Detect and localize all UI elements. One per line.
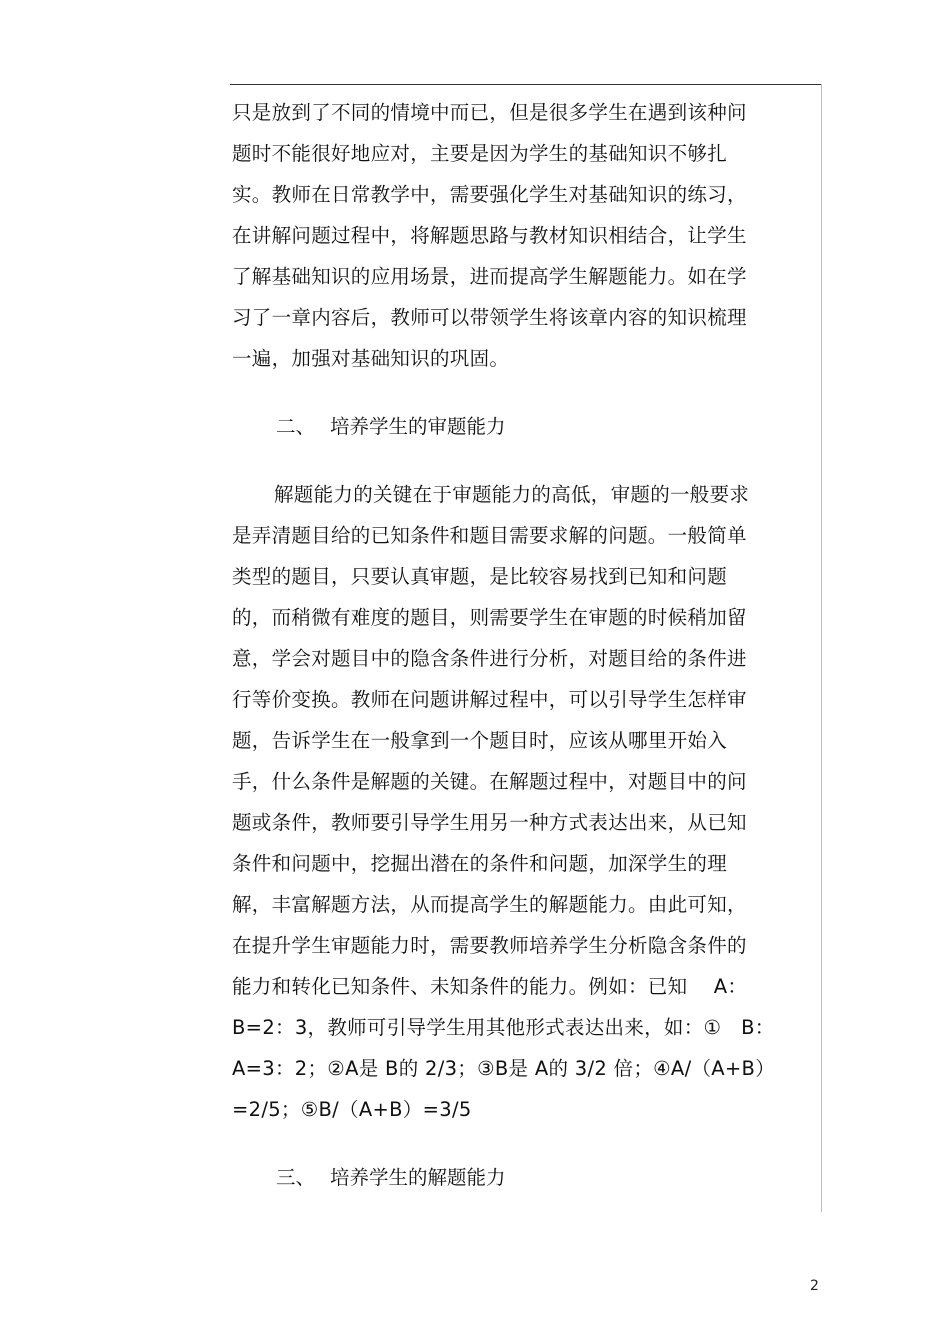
text-line: 题，告诉学生在一般拿到一个题目时，应该从哪里开始入	[232, 729, 728, 752]
header-rule	[230, 84, 822, 85]
text-line: 意，学会对题目中的隐含条件进行分析，对题目给的条件进	[232, 647, 747, 670]
page-body	[232, 92, 775, 1198]
page-number: 2	[810, 1278, 819, 1294]
paragraph-2	[232, 474, 775, 1130]
section-title: 培养学生的审题能力	[330, 415, 506, 438]
section-number: 二、	[276, 415, 316, 438]
text-line: 实。教师在日常教学中，需要强化学生对基础知识的练习，	[232, 183, 747, 206]
text-line: 解题能力的关键在于审题能力的高低，审题的一般要求	[274, 483, 750, 506]
text-line: B=2：3，教师可引导学生用其他形式表达出来，如：① B：	[232, 1016, 775, 1039]
margin-rule	[821, 84, 822, 1212]
text-line: 了解基础知识的应用场景，进而提高学生解题能力。如在学	[232, 265, 747, 288]
section-heading-2	[232, 406, 772, 447]
text-line: 在提升学生审题能力时，需要教师培养学生分析隐含条件的	[232, 934, 747, 957]
text-line: 能力和转化已知条件、未知条件的能力。例如：已知 A：	[232, 975, 748, 998]
text-line: 类型的题目，只要认真审题，是比较容易找到已知和问题	[232, 565, 728, 588]
text-line: 条件和问题中，挖掘出潜在的条件和问题，加深学生的理	[232, 852, 728, 875]
text-line: 行等价变换。教师在问题讲解过程中，可以引导学生怎样审	[232, 688, 747, 711]
text-line: 的，而稍微有难度的题目，则需要学生在审题的时候稍加留	[232, 606, 747, 629]
text-line: 题或条件，教师要引导学生用另一种方式表达出来，从已知	[232, 811, 747, 834]
paragraph-1	[232, 92, 772, 379]
text-line: A=3：2；②A是 B的 2/3；③B是 A的 3/2 倍；④A/（A+B）	[232, 1057, 775, 1080]
text-line: 手，什么条件是解题的关键。在解题过程中，对题目中的问	[232, 770, 747, 793]
text-line: 解，丰富解题方法，从而提高学生的解题能力。由此可知，	[232, 893, 747, 916]
text-line: 在讲解问题过程中，将解题思路与教材知识相结合，让学生	[232, 224, 747, 247]
text-line: =2/5；⑤B/（A+B）=3/5	[232, 1098, 472, 1121]
text-line: 只是放到了不同的情境中而已，但是很多学生在遇到该种问	[232, 101, 747, 124]
text-line: 一遍，加强对基础知识的巩固。	[232, 347, 510, 370]
text-line: 习了一章内容后，教师可以带领学生将该章内容的知识梳理	[232, 306, 747, 329]
section-title: 培养学生的解题能力	[330, 1166, 506, 1189]
text-line: 是弄清题目给的已知条件和题目需要求解的问题。一般简单	[232, 524, 747, 547]
section-number: 三、	[276, 1166, 316, 1189]
section-heading-3	[232, 1157, 772, 1198]
text-line: 题时不能很好地应对，主要是因为学生的基础知识不够扎	[232, 142, 728, 165]
